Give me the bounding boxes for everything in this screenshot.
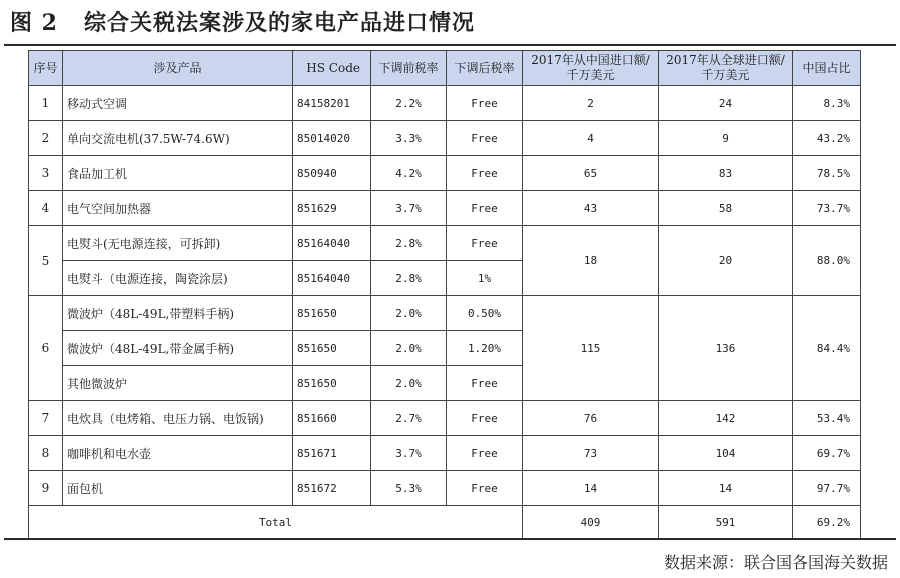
- hs-code: 851672: [293, 471, 371, 506]
- rate-after: Free: [447, 226, 523, 261]
- row-number: 8: [29, 436, 63, 471]
- top-rule: [4, 44, 896, 46]
- hs-code: 850940: [293, 156, 371, 191]
- global-import-value: 104: [659, 436, 793, 471]
- table-row: [29, 296, 861, 331]
- rate-before: 2.0%: [371, 331, 447, 366]
- table-row: [29, 471, 861, 506]
- product-name: 咖啡机和电水壶: [63, 436, 293, 471]
- product-name: 单向交流电机(37.5W-74.6W): [63, 121, 293, 156]
- china-import-value: 73: [523, 436, 659, 471]
- header-hs-code: HS Code: [293, 51, 371, 86]
- rate-before: 2.0%: [371, 366, 447, 401]
- rate-after: Free: [447, 471, 523, 506]
- header-row: [29, 51, 861, 86]
- china-share-value: 73.7%: [793, 191, 861, 226]
- china-share-value: 69.7%: [793, 436, 861, 471]
- rate-after: Free: [447, 366, 523, 401]
- rate-before: 2.2%: [371, 86, 447, 121]
- china-share-value: 84.4%: [793, 296, 861, 401]
- china-import-value: 76: [523, 401, 659, 436]
- header-china-import: 2017年从中国进口额/千万美元: [523, 51, 659, 86]
- global-import-value: 20: [659, 226, 793, 296]
- rate-before: 2.8%: [371, 261, 447, 296]
- rate-after: Free: [447, 401, 523, 436]
- header-no: 序号: [29, 51, 63, 86]
- header-global-import: 2017年从全球进口额/千万美元: [659, 51, 793, 86]
- row-number: 1: [29, 86, 63, 121]
- row-number: 6: [29, 296, 63, 401]
- rate-after: 0.50%: [447, 296, 523, 331]
- table-row: [29, 86, 861, 121]
- row-number: 4: [29, 191, 63, 226]
- rate-before: 3.7%: [371, 191, 447, 226]
- row-number: 7: [29, 401, 63, 436]
- product-name: 面包机: [63, 471, 293, 506]
- global-import-value: 83: [659, 156, 793, 191]
- table-row: [29, 436, 861, 471]
- header-product: 涉及产品: [63, 51, 293, 86]
- hs-code: 85164040: [293, 261, 371, 296]
- row-number: 9: [29, 471, 63, 506]
- header-rate-before: 下调前税率: [371, 51, 447, 86]
- rate-before: 5.3%: [371, 471, 447, 506]
- hs-code: 851629: [293, 191, 371, 226]
- hs-code: 851671: [293, 436, 371, 471]
- china-import-value: 2: [523, 86, 659, 121]
- china-share-value: 43.2%: [793, 121, 861, 156]
- table-row: [29, 191, 861, 226]
- table-row: [29, 156, 861, 191]
- figure-title: [10, 6, 475, 40]
- hs-code: 851650: [293, 366, 371, 401]
- china-import-value: 4: [523, 121, 659, 156]
- total-china-share: 69.2%: [793, 506, 861, 540]
- product-name: 移动式空调: [63, 86, 293, 121]
- rate-before: 3.3%: [371, 121, 447, 156]
- bottom-rule: [4, 538, 896, 540]
- figure-number: 图 2: [10, 10, 58, 36]
- figure-caption: 综合关税法案涉及的家电产品进口情况: [83, 10, 475, 36]
- china-share-value: 78.5%: [793, 156, 861, 191]
- row-number: 5: [29, 226, 63, 296]
- hs-code: 85014020: [293, 121, 371, 156]
- hs-code: 851660: [293, 401, 371, 436]
- rate-after: Free: [447, 191, 523, 226]
- total-label: Total: [29, 506, 523, 540]
- product-name: 其他微波炉: [63, 366, 293, 401]
- rate-before: 2.7%: [371, 401, 447, 436]
- china-import-value: 14: [523, 471, 659, 506]
- hs-code: 851650: [293, 296, 371, 331]
- header-china-share: 中国占比: [793, 51, 861, 86]
- rate-before: 4.2%: [371, 156, 447, 191]
- china-import-value: 65: [523, 156, 659, 191]
- rate-after: Free: [447, 86, 523, 121]
- product-name: 食品加工机: [63, 156, 293, 191]
- rate-before: 3.7%: [371, 436, 447, 471]
- data-source: 数据来源：联合国各国海关数据: [663, 553, 888, 572]
- china-import-value: 115: [523, 296, 659, 401]
- hs-code: 85164040: [293, 226, 371, 261]
- product-name: 电熨斗（电源连接，陶瓷涂层): [63, 261, 293, 296]
- total-row: [29, 506, 861, 540]
- row-number: 3: [29, 156, 63, 191]
- hs-code: 84158201: [293, 86, 371, 121]
- product-name: 电熨斗(无电源连接，可拆卸): [63, 226, 293, 261]
- global-import-value: 136: [659, 296, 793, 401]
- china-import-value: 43: [523, 191, 659, 226]
- row-number: 2: [29, 121, 63, 156]
- rate-after: Free: [447, 436, 523, 471]
- china-share-value: 97.7%: [793, 471, 861, 506]
- hs-code: 851650: [293, 331, 371, 366]
- rate-before: 2.0%: [371, 296, 447, 331]
- global-import-value: 14: [659, 471, 793, 506]
- product-name: 微波炉（48L-49L,带塑料手柄): [63, 296, 293, 331]
- rate-after: Free: [447, 121, 523, 156]
- global-import-value: 142: [659, 401, 793, 436]
- import-table: [28, 50, 861, 540]
- global-import-value: 58: [659, 191, 793, 226]
- china-share-value: 88.0%: [793, 226, 861, 296]
- table-row: [29, 226, 861, 261]
- china-share-value: 53.4%: [793, 401, 861, 436]
- product-name: 微波炉（48L-49L,带金属手柄): [63, 331, 293, 366]
- global-import-value: 24: [659, 86, 793, 121]
- china-import-value: 18: [523, 226, 659, 296]
- table-row: [29, 401, 861, 436]
- rate-after: 1%: [447, 261, 523, 296]
- product-name: 电气空间加热器: [63, 191, 293, 226]
- global-import-value: 9: [659, 121, 793, 156]
- rate-after: 1.20%: [447, 331, 523, 366]
- total-china-import: 409: [523, 506, 659, 540]
- product-name: 电炊具（电烤箱、电压力锅、电饭锅): [63, 401, 293, 436]
- rate-after: Free: [447, 156, 523, 191]
- table-row: [29, 121, 861, 156]
- rate-before: 2.8%: [371, 226, 447, 261]
- header-rate-after: 下调后税率: [447, 51, 523, 86]
- china-share-value: 8.3%: [793, 86, 861, 121]
- total-global-import: 591: [659, 506, 793, 540]
- table-body: [29, 86, 861, 540]
